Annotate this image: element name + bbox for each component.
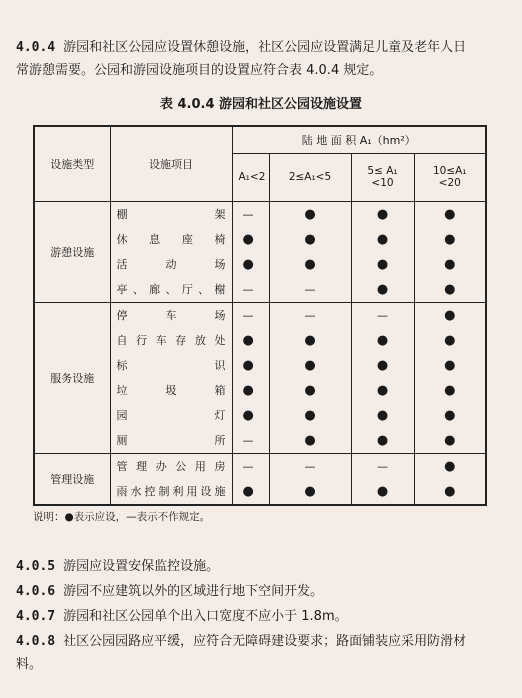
not-specified-dash: — bbox=[232, 277, 269, 303]
required-dot: ● bbox=[414, 428, 486, 454]
not-specified-dash: — bbox=[269, 302, 351, 328]
table-row bbox=[34, 302, 486, 328]
required-dot: ● bbox=[414, 403, 486, 428]
clause bbox=[16, 605, 506, 628]
clause bbox=[16, 580, 506, 603]
required-dot: ● bbox=[414, 252, 486, 277]
required-dot: ● bbox=[414, 353, 486, 378]
item-cell: 亭、廊、厅、榭 bbox=[110, 277, 232, 303]
area-col-header: 5≤ A₁ <10 bbox=[351, 153, 414, 201]
col-header-item: 设施项目 bbox=[110, 126, 232, 201]
required-dot: ● bbox=[351, 328, 414, 353]
clause-number: 4.0.5 bbox=[16, 559, 56, 574]
item-cell: 休息座椅 bbox=[110, 227, 232, 252]
required-dot: ● bbox=[232, 403, 269, 428]
required-dot: ● bbox=[351, 403, 414, 428]
required-dot: ● bbox=[269, 227, 351, 252]
clause-number: 4.0.6 bbox=[16, 584, 56, 599]
required-dot: ● bbox=[269, 378, 351, 403]
required-dot: ● bbox=[351, 201, 414, 227]
not-specified-dash: — bbox=[351, 302, 414, 328]
required-dot: ● bbox=[351, 378, 414, 403]
not-specified-dash: — bbox=[232, 201, 269, 227]
category-cell: 服务设施 bbox=[34, 302, 110, 453]
col-header-type: 设施类型 bbox=[34, 126, 110, 201]
required-dot: ● bbox=[269, 479, 351, 505]
required-dot: ● bbox=[351, 277, 414, 303]
table-row bbox=[34, 453, 486, 479]
required-dot: ● bbox=[414, 479, 486, 505]
category-cell: 游憩设施 bbox=[34, 201, 110, 302]
required-dot: ● bbox=[232, 353, 269, 378]
required-dot: ● bbox=[269, 403, 351, 428]
required-dot: ● bbox=[414, 378, 486, 403]
item-cell: 自行车存放处 bbox=[110, 328, 232, 353]
table-note: 说明：●表示应设，—表示不作规定。 bbox=[33, 511, 211, 523]
item-cell: 园灯 bbox=[110, 403, 232, 428]
clause-number: 4.0.7 bbox=[16, 609, 56, 624]
item-cell: 棚架 bbox=[110, 201, 232, 227]
clause-text: 游园和社区公园单个出入口宽度不应小于 1.8m。 bbox=[63, 609, 348, 624]
required-dot: ● bbox=[414, 328, 486, 353]
clause-text-line2: 料。 bbox=[16, 657, 43, 672]
not-specified-dash: — bbox=[351, 453, 414, 479]
required-dot: ● bbox=[351, 227, 414, 252]
required-dot: ● bbox=[269, 252, 351, 277]
required-dot: ● bbox=[269, 328, 351, 353]
required-dot: ● bbox=[414, 227, 486, 252]
required-dot: ● bbox=[351, 252, 414, 277]
area-col-header: 2≤A₁<5 bbox=[269, 153, 351, 201]
required-dot: ● bbox=[232, 378, 269, 403]
clause-text: 游园不应建筑以外的区域进行地下空间开发。 bbox=[63, 584, 324, 599]
clause-text-line2: 常游憩需要。公园和游园设施项目的设置应符合表 4.0.4 规定。 bbox=[16, 63, 383, 78]
required-dot: ● bbox=[351, 479, 414, 505]
item-cell: 厕所 bbox=[110, 428, 232, 454]
table-row bbox=[34, 201, 486, 227]
clause bbox=[16, 555, 506, 578]
clause bbox=[16, 630, 506, 676]
item-cell: 管理办公用房 bbox=[110, 453, 232, 479]
required-dot: ● bbox=[269, 201, 351, 227]
item-cell: 停车场 bbox=[110, 302, 232, 328]
clause-number: 4.0.4 bbox=[16, 40, 56, 55]
not-specified-dash: — bbox=[232, 453, 269, 479]
clause-number: 4.0.8 bbox=[16, 634, 56, 649]
clause-text: 社区公园园路应平缓，应符合无障碍建设要求；路面铺装应采用防滑材 bbox=[63, 634, 467, 649]
not-specified-dash: — bbox=[269, 453, 351, 479]
required-dot: ● bbox=[414, 277, 486, 303]
required-dot: ● bbox=[232, 252, 269, 277]
not-specified-dash: — bbox=[269, 277, 351, 303]
category-cell: 管理设施 bbox=[34, 453, 110, 505]
required-dot: ● bbox=[232, 479, 269, 505]
required-dot: ● bbox=[414, 453, 486, 479]
item-cell: 活动场 bbox=[110, 252, 232, 277]
table-caption: 表 4.0.4 游园和社区公园设施设置 bbox=[159, 97, 363, 112]
clause-4-0-4 bbox=[16, 36, 506, 82]
required-dot: ● bbox=[351, 353, 414, 378]
not-specified-dash: — bbox=[232, 302, 269, 328]
clause-text-line1: 游园和社区公园应设置休憩设施，社区公园应设置满足儿童及老年人日 bbox=[63, 40, 467, 55]
clause-text: 游园应设置安保监控设施。 bbox=[63, 559, 220, 574]
area-col-header: A₁<2 bbox=[232, 153, 269, 201]
col-header-area: 陆 地 面 积 A₁（hm²） bbox=[232, 126, 486, 153]
required-dot: ● bbox=[232, 328, 269, 353]
required-dot: ● bbox=[414, 302, 486, 328]
required-dot: ● bbox=[351, 428, 414, 454]
facility-table bbox=[33, 125, 487, 506]
required-dot: ● bbox=[269, 353, 351, 378]
area-col-header: 10≤A₁ <20 bbox=[414, 153, 486, 201]
required-dot: ● bbox=[414, 201, 486, 227]
item-cell: 雨水控制利用设施 bbox=[110, 479, 232, 505]
item-cell: 标识 bbox=[110, 353, 232, 378]
not-specified-dash: — bbox=[232, 428, 269, 454]
item-cell: 垃圾箱 bbox=[110, 378, 232, 403]
required-dot: ● bbox=[269, 428, 351, 454]
required-dot: ● bbox=[232, 227, 269, 252]
